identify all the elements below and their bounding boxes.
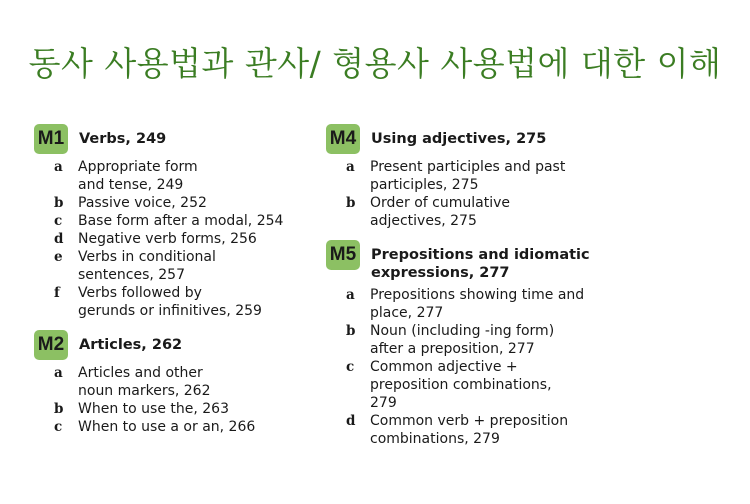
section-m4 — [326, 124, 606, 230]
list-item[interactable] — [34, 364, 294, 400]
item-text: Order of cumulative adjectives, 275 — [370, 195, 511, 229]
item-text: Present participles and past participles, 275 — [370, 159, 566, 193]
item-text: Verbs followed by gerunds or infinitives, 259 — [78, 285, 262, 319]
item-text: Common verb + preposition combinations, 279 — [370, 413, 569, 447]
item-letter: c — [346, 359, 355, 375]
item-letter: c — [54, 213, 63, 229]
list-item[interactable] — [34, 418, 294, 436]
section-title[interactable]: Verbs, 249 — [79, 131, 167, 147]
list-item[interactable] — [326, 194, 606, 230]
right-column — [326, 124, 606, 458]
section-badge: M2 — [34, 330, 68, 360]
section-header — [34, 124, 294, 154]
section-title[interactable]: Articles, 262 — [79, 337, 183, 353]
section-m2 — [34, 330, 294, 436]
item-text: Verbs in conditional sentences, 257 — [78, 249, 216, 283]
section-badge: M4 — [326, 124, 360, 154]
item-text: Common adjective + preposition combinations, 279 — [370, 359, 552, 411]
item-letter: d — [54, 231, 64, 247]
item-letter: b — [346, 195, 356, 211]
page-title: 동사 사용법과 관사/ 형용사 사용법에 대한 이해 — [28, 44, 722, 83]
item-text: Noun (including -ing form) after a preposition, 277 — [370, 323, 555, 357]
item-text: Articles and other noun markers, 262 — [78, 365, 211, 399]
item-letter: e — [54, 249, 63, 265]
list-item[interactable] — [34, 158, 294, 194]
list-item[interactable] — [34, 400, 294, 418]
section-title[interactable]: Using adjectives, 275 — [371, 131, 547, 147]
item-letter: b — [54, 195, 64, 211]
list-item[interactable] — [326, 158, 606, 194]
item-letter: f — [54, 285, 60, 301]
item-text: Passive voice, 252 — [78, 195, 207, 211]
item-letter: a — [54, 159, 63, 175]
item-text: Prepositions showing time and place, 277 — [370, 287, 585, 321]
section-header — [34, 330, 294, 360]
item-text: When to use the, 263 — [78, 401, 229, 417]
item-text: When to use a or an, 266 — [78, 419, 256, 435]
section-header — [326, 240, 606, 282]
list-item[interactable] — [34, 230, 294, 248]
item-letter: a — [346, 287, 355, 303]
list-item[interactable] — [326, 412, 606, 448]
list-item[interactable] — [34, 248, 294, 284]
section-header — [326, 124, 606, 154]
item-letter: b — [54, 401, 64, 417]
item-text: Negative verb forms, 256 — [78, 231, 257, 247]
item-letter: c — [54, 419, 63, 435]
item-letter: b — [346, 323, 356, 339]
list-item[interactable] — [34, 212, 294, 230]
section-m5 — [326, 240, 606, 448]
item-letter: d — [346, 413, 356, 429]
left-column — [34, 124, 294, 446]
list-item[interactable] — [34, 284, 294, 320]
section-badge: M5 — [326, 240, 360, 270]
list-item[interactable] — [326, 358, 606, 412]
section-title[interactable]: Prepositions and idiomatic expressions, 277 — [371, 247, 590, 281]
section-m1 — [34, 124, 294, 320]
item-letter: a — [54, 365, 63, 381]
item-text: Base form after a modal, 254 — [78, 213, 284, 229]
list-item[interactable] — [34, 194, 294, 212]
list-item[interactable] — [326, 286, 606, 322]
list-item[interactable] — [326, 322, 606, 358]
section-badge: M1 — [34, 124, 68, 154]
item-letter: a — [346, 159, 355, 175]
item-text: Appropriate form and tense, 249 — [78, 159, 198, 193]
